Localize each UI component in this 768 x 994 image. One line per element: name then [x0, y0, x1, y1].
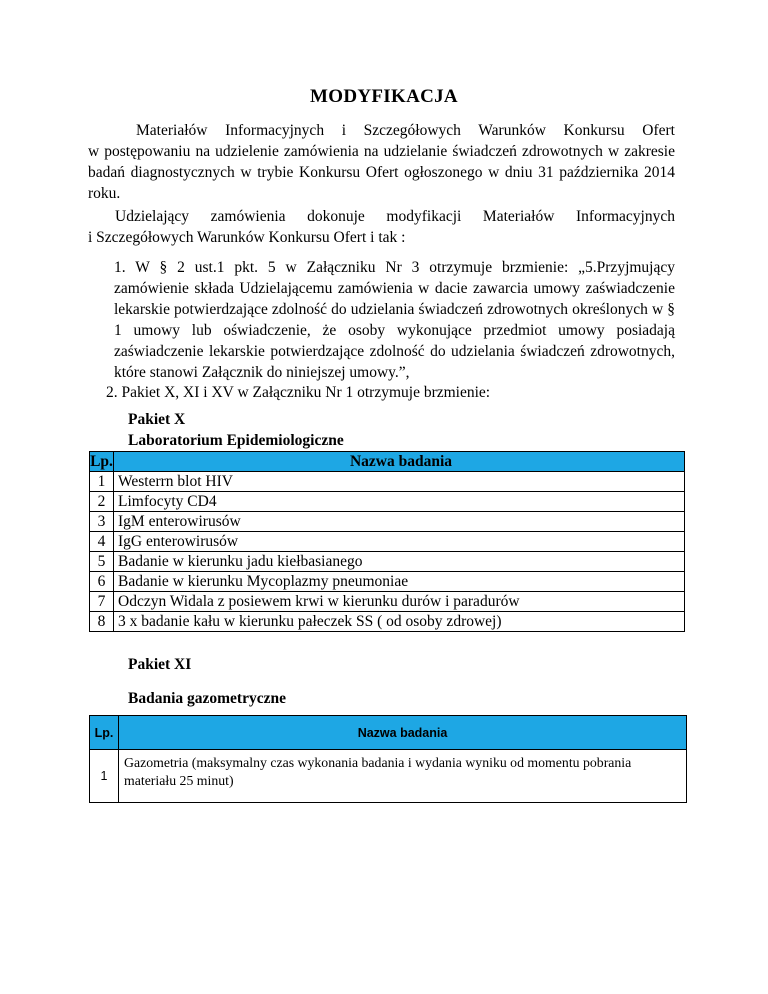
test-name: 3 x badanie kału w kierunku pałeczek SS ( od osoby zdrowej): [114, 612, 685, 632]
item-1-line-3: lekarskie potwierdzające zdolność do udzielania świadczeń zdrowotnych określonych w §: [114, 301, 675, 318]
test-name: [119, 750, 687, 803]
test-name-line-2: materiału 25 minut): [124, 773, 234, 788]
pakiet-x-table: [89, 451, 685, 632]
table-header-row: [90, 716, 687, 750]
table-row: [90, 492, 685, 512]
intro-line-4: roku.: [88, 185, 121, 202]
item-2-paragraph: 2. Pakiet X, XI i XV w Załączniku Nr 1 otrzymuje brzmienie:: [106, 384, 491, 401]
intro-line-3: badań diagnostycznych w trybie Konkursu Ofert ogłoszonego w dniu 31 października 2014: [88, 164, 675, 181]
item-1-line-4: 1 umowy lub oświadczenie, że osoby wykonujące przedmiot umowy posiadają: [114, 322, 675, 339]
test-name: Badanie w kierunku Mycoplazmy pneumoniae: [114, 572, 685, 592]
test-name: IgM enterowirusów: [114, 512, 685, 532]
test-name-line-1: Gazometria (maksymalny czas wykonania badania i wydania wyniku od momentu pobrania: [124, 755, 632, 770]
intro-line-1: Materiałów Informacyjnych i Szczegółowych Warunków Konkursu Ofert: [136, 122, 675, 139]
document-title: MODYFIKACJA: [310, 86, 458, 107]
table-row: [90, 612, 685, 632]
test-name: Limfocyty CD4: [114, 492, 685, 512]
item-1-paragraph: [114, 257, 675, 383]
table-row: [90, 552, 685, 572]
row-number: 7: [90, 592, 114, 612]
table-row: [90, 572, 685, 592]
statement-line-2: i Szczegółowych Warunków Konkursu Ofert i tak :: [88, 229, 406, 246]
statement-line-1: Udzielający zamówienia dokonuje modyfikacji Materiałów Informacyjnych: [115, 208, 675, 225]
row-number: 1: [90, 472, 114, 492]
pakiet-xi-table: [89, 715, 687, 803]
table-row: [90, 592, 685, 612]
row-number: 6: [90, 572, 114, 592]
row-number: 1: [90, 750, 119, 803]
name-column-header: Nazwa badania: [114, 452, 685, 472]
intro-line-2: w postępowaniu na udzielenie zamówienia na udzielanie świadczeń zdrowotnych w zakresie: [88, 143, 675, 160]
name-column-header: Nazwa badania: [119, 716, 687, 750]
test-name: IgG enterowirusów: [114, 532, 685, 552]
lp-column-header: Lp.: [90, 716, 119, 750]
pakiet-xi-heading: Pakiet XI: [128, 656, 192, 673]
table-row: [90, 472, 685, 492]
item-1-line-6: które stanowi Załącznik do niniejszej umowy.”,: [114, 364, 410, 381]
table-row: [90, 512, 685, 532]
lp-column-header: Lp.: [90, 453, 113, 470]
row-number: 2: [90, 492, 114, 512]
row-number: 8: [90, 612, 114, 632]
test-name: Westerrn blot HIV: [114, 472, 685, 492]
pakiet-xi-subheading: Badania gazometryczne: [128, 690, 286, 707]
table-row: [90, 532, 685, 552]
test-name: Badanie w kierunku jadu kiełbasianego: [114, 552, 685, 572]
row-number: 5: [90, 552, 114, 572]
row-number: 4: [90, 532, 114, 552]
item-1-line-5: zaświadczenie lekarskie potwierdzające zdolność do udzielania świadczeń zdrowotnych,: [114, 343, 675, 360]
pakiet-x-heading: Pakiet X: [128, 411, 186, 428]
item-1-line-1: 1. W § 2 ust.1 pkt. 5 w Załączniku Nr 3 otrzymuje brzmienie: „5.Przyjmujący: [114, 259, 675, 276]
row-number: 3: [90, 512, 114, 532]
intro-paragraph: [88, 120, 675, 204]
statement-paragraph: [88, 206, 675, 248]
test-name: Odczyn Widala z posiewem krwi w kierunku durów i paradurów: [114, 592, 685, 612]
item-1-line-2: zamówienie składa Udzielającemu zamówienia w dacie zawarcia umowy zaświadczenie: [114, 280, 675, 297]
pakiet-x-subheading: Laboratorium Epidemiologiczne: [128, 432, 344, 449]
table-row: [90, 750, 687, 803]
table-header-row: [90, 452, 685, 472]
